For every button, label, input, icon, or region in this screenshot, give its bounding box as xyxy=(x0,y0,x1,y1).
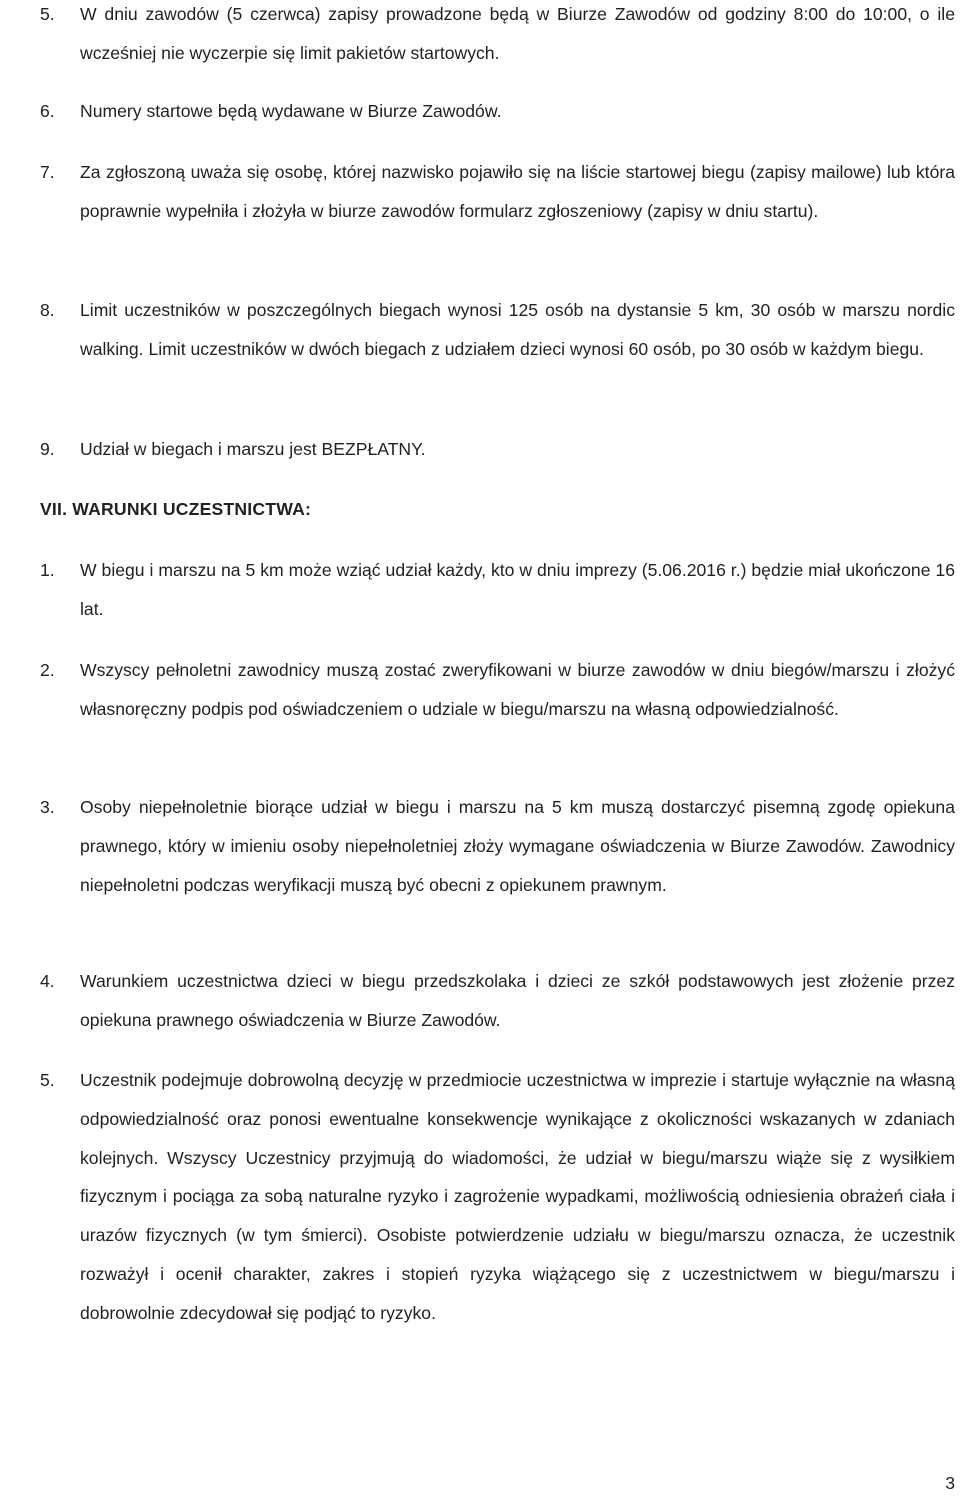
list-item xyxy=(0,651,960,729)
item-text: Udział w biegach i marszu jest BEZPŁATNY. xyxy=(80,439,426,459)
item-number: 6. xyxy=(40,101,55,121)
item-number: 5. xyxy=(40,4,55,24)
item-number: 7. xyxy=(40,162,55,182)
item-text: Za zgłoszoną uważa się osobę, której nazwisko pojawiło się na liście startowej biegu (zapisy mailowe) lub która poprawnie wypełniła i złożyła w biurze zawodów formularz zgłoszeniowy (zapisy w dniu startu). xyxy=(80,162,955,221)
item-number: 3. xyxy=(40,797,55,817)
item-number: 9. xyxy=(40,439,55,459)
page-number: 3 xyxy=(945,1473,955,1493)
item-number: 5. xyxy=(40,1070,55,1090)
list-item xyxy=(0,1061,960,1333)
item-number: 8. xyxy=(40,300,55,320)
list-item xyxy=(0,92,960,131)
item-text: W dniu zawodów (5 czerwca) zapisy prowadzone będą w Biurze Zawodów od godziny 8:00 do 10:00, o ile wcześniej nie wyczerpie się limit pakietów startowych. xyxy=(80,4,955,63)
item-text: W biegu i marszu na 5 km może wziąć udział każdy, kto w dniu imprezy (5.06.2016 r.) będzie miał ukończone 16 lat. xyxy=(80,560,955,619)
item-number: 4. xyxy=(40,971,55,991)
list-item xyxy=(0,0,960,73)
item-text: Wszyscy pełnoletni zawodnicy muszą zostać zweryfikowani w biurze zawodów w dniu biegów/marszu i złożyć własnoręczny podpis pod oświadczeniem o udziale w biegu/marszu na własną odpowiedzialność. xyxy=(80,660,955,719)
item-text: Warunkiem uczestnictwa dzieci w biegu przedszkolaka i dzieci ze szkół podstawowych jest złożenie przez opiekuna prawnego oświadczenia w Biurze Zawodów. xyxy=(80,971,955,1030)
item-number: 2. xyxy=(40,660,55,680)
list-item xyxy=(0,430,960,469)
list-item xyxy=(0,551,960,629)
item-text: Osoby niepełnoletnie biorące udział w biegu i marszu na 5 km muszą dostarczyć pisemną zgodę opiekuna prawnego, który w imieniu osoby niepełnoletniej złoży wymagane oświadczenia w Biurze Zawodów. Zawodnicy niepełnoletni podczas weryfikacji muszą być obecni z opiekunem prawnym. xyxy=(80,797,955,895)
list-item xyxy=(0,153,960,231)
list-item xyxy=(0,962,960,1040)
item-text: Limit uczestników w poszczególnych biegach wynosi 125 osób na dystansie 5 km, 30 osób w marszu nordic walking. Limit uczestników w dwóch biegach z udziałem dzieci wynosi 60 osób, po 30 osób w każdym biegu. xyxy=(80,300,955,359)
item-text: Uczestnik podejmuje dobrowolną decyzję w przedmiocie uczestnictwa w imprezie i startuje wyłącznie na własną odpowiedzialność oraz ponosi ewentualne konsekwencje wynikające z okoliczności wskazanych w zdaniach kolejnych. Wszyscy Uczestnicy przyjmują do wiadomości, że udział w biegu/marszu wiąże się z wysiłkiem fizycznym i pociąga za sobą naturalne ryzyko i zagrożenie wypadkami, możliwością odniesienia obrażeń ciała i urazów fizycznych (w tym śmierci). Osobiste potwierdzenie udziału w biegu/marszu oznacza, że uczestnik rozważył i ocenił charakter, zakres i stopień ryzyka wiążącego się z uczestnictwem w biegu/marszu i dobrowolnie zdecydował się podjąć to ryzyko. xyxy=(80,1070,955,1323)
list-item xyxy=(0,291,960,369)
section-heading: VII. WARUNKI UCZESTNICTWA: xyxy=(40,499,312,519)
item-text: Numery startowe będą wydawane w Biurze Zawodów. xyxy=(80,101,502,121)
item-number: 1. xyxy=(40,560,55,580)
list-item xyxy=(0,788,960,904)
